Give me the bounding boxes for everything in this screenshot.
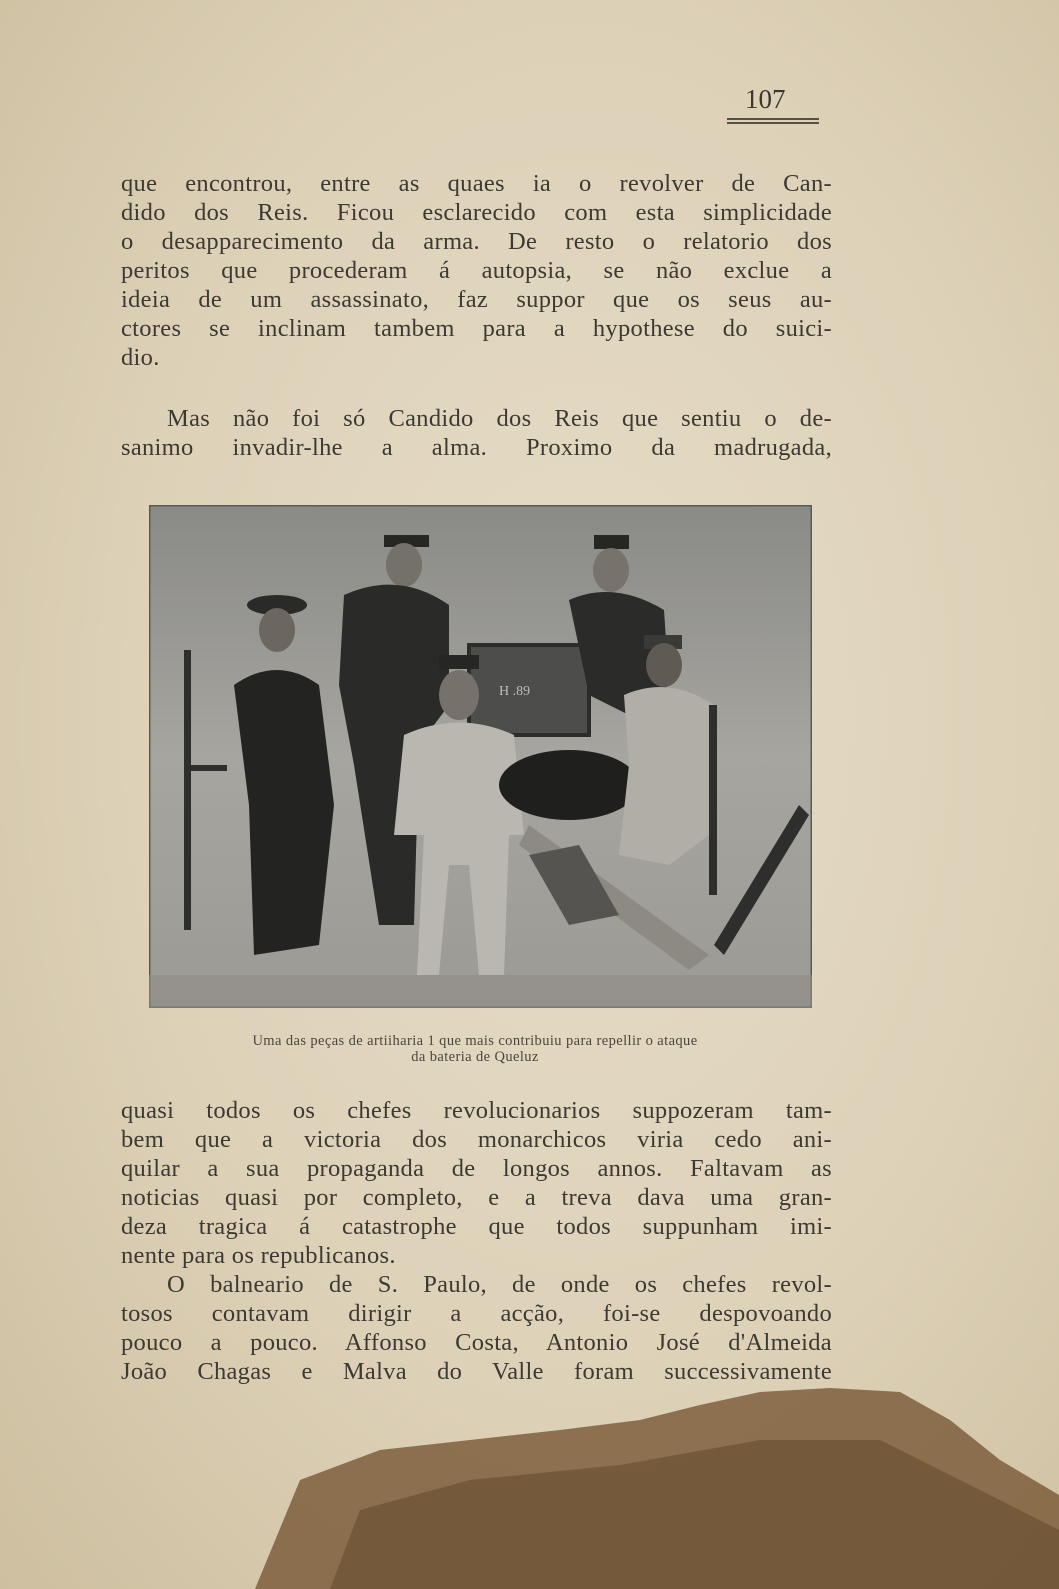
text-line: sanimo invadir-lhe a alma. Proximo da madrugada,: [121, 434, 832, 461]
text-line: deza tragica á catastrophe que todos suppunham imi-: [121, 1213, 832, 1240]
text-line: quilar a sua propaganda de longos annos. Faltavam as: [121, 1155, 832, 1182]
paragraph-4: [121, 1270, 832, 1386]
text-line: o desapparecimento da arma. De resto o relatorio dos: [121, 228, 832, 255]
paragraph-1: [121, 169, 832, 372]
text-line: tosos contavam dirigir a acção, foi-se despovoando: [121, 1300, 832, 1327]
artillery-photograph: [149, 505, 812, 1008]
text-line: bem que a victoria dos monarchicos viria cedo ani-: [121, 1126, 832, 1153]
paragraph-3: [121, 1096, 832, 1270]
paragraph-2: [121, 404, 832, 462]
text-line: dido dos Reis. Ficou esclarecido com esta simplicidade: [121, 199, 832, 226]
text-line: nente para os republicanos.: [121, 1242, 396, 1269]
page-number-rule: [727, 118, 819, 120]
figure-caption: [150, 1033, 800, 1065]
text-line: peritos que procederam á autopsia, se não exclue a: [121, 257, 832, 284]
text-line: pouco a pouco. Affonso Costa, Antonio José d'Almeida: [121, 1329, 832, 1356]
gun-plate-text: H .89: [499, 684, 531, 699]
text-line: noticias quasi por completo, e a treva dava uma gran-: [121, 1184, 832, 1211]
text-line: dio.: [121, 344, 160, 371]
text-line: quasi todos os chefes revolucionarios suppozeram tam-: [121, 1097, 832, 1124]
caption-line: Uma das peças de artiiharia 1 que mais contribuiu para repellir o ataque: [252, 1033, 698, 1049]
text-line: João Chagas e Malva do Valle foram successivamente: [121, 1358, 832, 1385]
text-line: ctores se inclinam tambem para a hypothese do suici-: [121, 315, 832, 342]
page-number-rule: [727, 122, 819, 124]
page-number: 107: [745, 84, 786, 114]
caption-line: da bateria de Queluz: [411, 1049, 539, 1065]
text-line: O balneario de S. Paulo, de onde os chefes revol-: [167, 1271, 832, 1298]
text-line: Mas não foi só Candido dos Reis que sentiu o de-: [167, 405, 832, 432]
text-line: que encontrou, entre as quaes ia o revolver de Can-: [121, 170, 832, 197]
text-line: ideia de um assassinato, faz suppor que os seus au-: [121, 286, 832, 313]
